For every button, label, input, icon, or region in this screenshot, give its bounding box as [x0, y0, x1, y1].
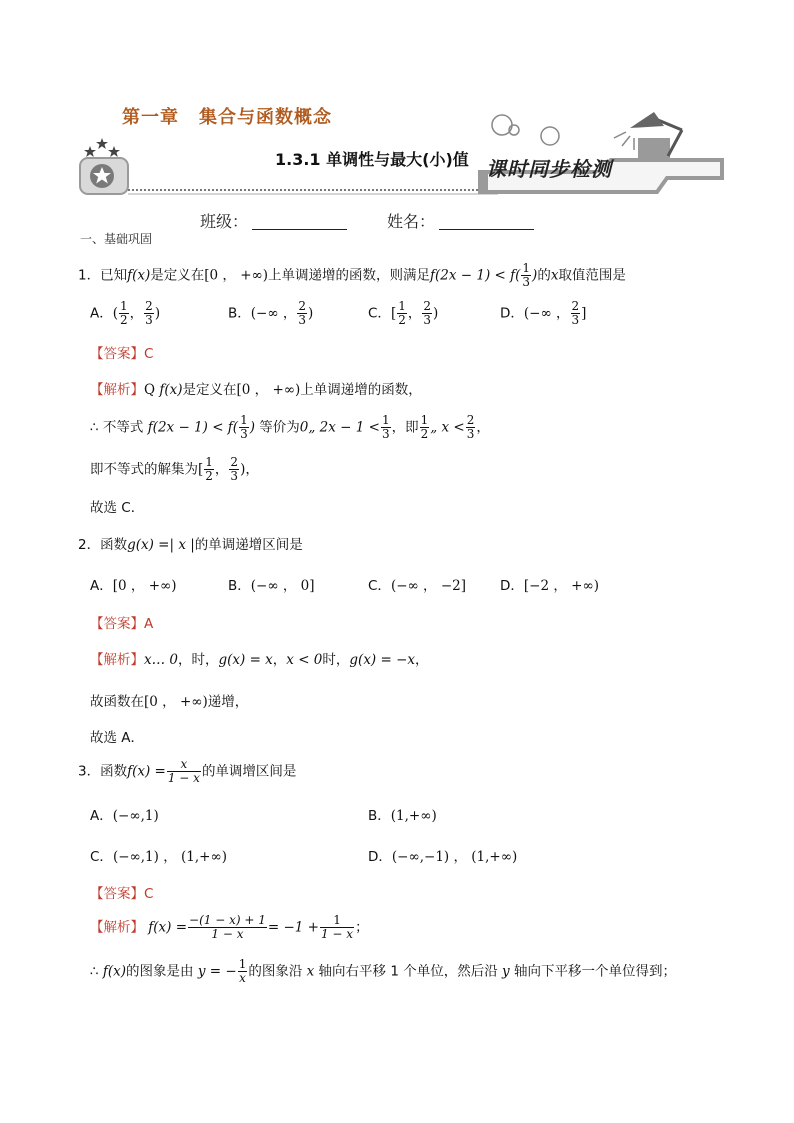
q1-option-b[interactable]: B．(−∞ ， $\frac{2}{3}$ ) — [228, 299, 314, 327]
name-label: 姓名： — [387, 212, 436, 231]
q1-analysis-line-2: ∴ 不等式 f(2x − 1) < f( $\frac{1}{3}$ ) 等价为0„ 2x − 1 < $\frac{1}{3}$ ，即 $\frac{1}{2}$ „ x < $\frac{2}{3}$ ， — [90, 413, 490, 441]
q1-analysis-line-4: 故选 C． — [90, 500, 145, 516]
chapter-title: 集合与函数概念 — [199, 107, 332, 128]
star-badge-icon — [80, 138, 128, 194]
class-field[interactable] — [252, 213, 347, 230]
q2-option-d[interactable]: D．[−2 ， +∞) — [500, 578, 599, 594]
q2-analysis-line-2: 故函数在[0 ， +∞)递增， — [90, 694, 249, 710]
q3-analysis-line-1: 【解析】 f(x) = $\frac{-(1 - x) + 1}{1 - x}$ = −1 + $\frac{1}{1 - x}$ ； — [90, 913, 369, 941]
chapter-number: 第一章 — [122, 107, 179, 128]
q2-option-c[interactable]: C．(−∞ ， −2] — [368, 578, 467, 594]
name-field[interactable] — [439, 213, 534, 230]
question-2-stem: 2．函数g(x) =| x |的单调递增区间是 — [78, 537, 303, 553]
q2-analysis-line-1: 【解析】x… 0，时，g(x) = x，x < 0时，g(x) = −x， — [90, 652, 429, 668]
question-1-stem: 1．已知f(x)是定义在[0 ， +∞)上单调递增的函数，则满足f(2x − 1) < f( $\frac{1}{3}$ )的x取值范围是 — [78, 261, 626, 289]
q1-answer: 【答案】C — [90, 346, 154, 362]
q1-option-c[interactable]: C．[ $\frac{1}{2}$ ， $\frac{2}{3}$ ) — [368, 299, 439, 327]
question-3-stem: 3．函数f(x) = $\frac{x}{1 - x}$ 的单调增区间是 — [78, 757, 297, 785]
q2-answer: 【答案】A — [90, 616, 154, 632]
q1-option-d[interactable]: D．(−∞ ， $\frac{2}{3}$ ] — [500, 299, 587, 327]
q2-analysis-line-3: 故选 A． — [90, 730, 145, 746]
q1-option-a[interactable]: A．( $\frac{1}{2}$ ， $\frac{2}{3}$ ) — [90, 299, 161, 327]
banner-title: 课时同步检测 — [486, 157, 612, 181]
q2-option-b[interactable]: B．(−∞ ， 0] — [228, 578, 315, 594]
section-title: 1.3.1 单调性与最大(小)值 — [275, 150, 469, 169]
class-label: 班级： — [200, 212, 249, 231]
q3-option-a[interactable]: A．(−∞,1) — [90, 808, 159, 824]
q3-analysis-line-2: ∴ f(x)的图象是由 y = − $\frac{1}{x}$ 的图象沿 x 轴向右平移 1 个单位，然后沿 y 轴向下平移一个单位得到； — [90, 957, 676, 985]
q1-analysis-line-3: 即不等式的解集为[ $\frac{1}{2}$ ， $\frac{2}{3}$ )， — [90, 455, 259, 483]
q2-option-a[interactable]: A．[0 ， +∞) — [90, 578, 177, 594]
part-title: 一、基础巩固 — [80, 232, 153, 246]
q3-option-c[interactable]: C．(−∞,1) ， (1,+∞) — [90, 849, 227, 865]
q3-answer: 【答案】C — [90, 886, 154, 902]
q1-analysis-line-1: 【解析】Q f(x)是定义在[0 ， +∞)上单调递增的函数， — [90, 382, 422, 398]
q3-option-b[interactable]: B．(1,+∞) — [368, 808, 437, 824]
student-info-line — [200, 209, 534, 232]
q3-option-d[interactable]: D．(−∞,−1) ， (1,+∞) — [368, 849, 518, 865]
